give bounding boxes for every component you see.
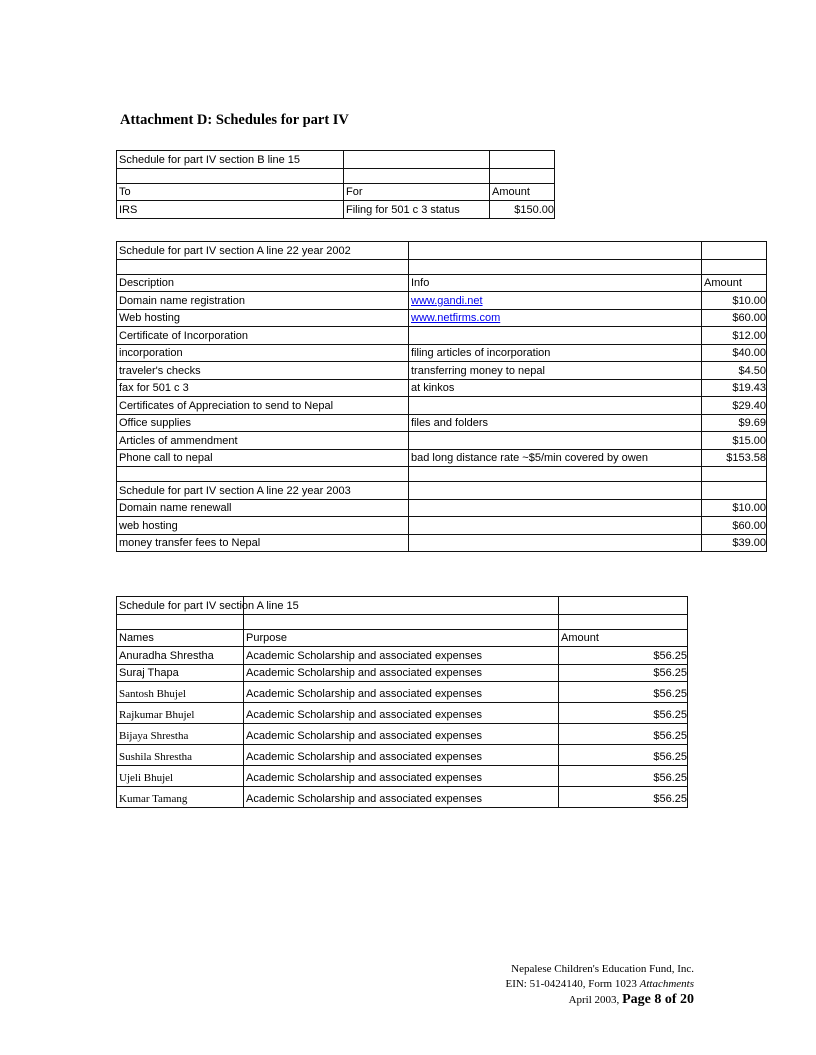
cell-description: Articles of ammendment xyxy=(117,432,409,450)
cell-name: Ujeli Bhujel xyxy=(117,766,244,787)
table-row xyxy=(117,327,767,345)
cell-amount: $56.25 xyxy=(559,647,688,665)
table-row xyxy=(117,414,767,432)
cell-amount: $9.69 xyxy=(702,414,767,432)
cell-amount: $60.00 xyxy=(702,517,767,535)
cell-purpose: Academic Scholarship and associated expenses xyxy=(244,724,559,745)
cell-amount: $40.00 xyxy=(702,344,767,362)
cell-name: Suraj Thapa xyxy=(117,664,244,682)
footer-page-line xyxy=(505,992,694,1008)
cell-amount: $39.00 xyxy=(702,534,767,552)
cell-amount: $15.00 xyxy=(702,432,767,450)
page-footer xyxy=(505,962,694,1008)
cell-amount: $56.25 xyxy=(559,682,688,703)
cell-info xyxy=(409,309,702,327)
table-row xyxy=(117,647,688,665)
cell-description: traveler's checks xyxy=(117,362,409,380)
cell-amount: $56.25 xyxy=(559,766,688,787)
cell-info: at kinkos xyxy=(409,379,702,397)
header-to: To xyxy=(117,183,344,201)
cell-amount: $153.58 xyxy=(702,449,767,467)
table-title-row xyxy=(117,151,555,169)
schedule-b-line15-table xyxy=(116,150,555,219)
table-title: Schedule for part IV section A line 15 xyxy=(117,597,244,615)
cell-purpose: Academic Scholarship and associated expenses xyxy=(244,766,559,787)
table-title-row xyxy=(117,482,767,500)
cell-amount: $60.00 xyxy=(702,309,767,327)
blank-row xyxy=(117,259,767,274)
schedule-a-line15-table xyxy=(116,596,688,808)
cell-to: IRS xyxy=(117,201,344,219)
cell-description: web hosting xyxy=(117,517,409,535)
table-row xyxy=(117,379,767,397)
cell-purpose: Academic Scholarship and associated expenses xyxy=(244,787,559,808)
cell-description: incorporation xyxy=(117,344,409,362)
table-title: Schedule for part IV section B line 15 xyxy=(117,151,344,169)
cell-amount: $56.25 xyxy=(559,703,688,724)
cell-info: filing articles of incorporation xyxy=(409,344,702,362)
cell-description: Office supplies xyxy=(117,414,409,432)
table-row xyxy=(117,534,767,552)
cell-amount: $56.25 xyxy=(559,664,688,682)
footer-ein-line xyxy=(505,977,694,992)
cell-description: Domain name registration xyxy=(117,292,409,310)
table-row xyxy=(117,432,767,450)
cell-info xyxy=(409,292,702,310)
cell-purpose: Academic Scholarship and associated expenses xyxy=(244,664,559,682)
cell-description: Domain name renewall xyxy=(117,499,409,517)
cell-info xyxy=(409,432,702,450)
table-row xyxy=(117,292,767,310)
cell-info: bad long distance rate ~$5/min covered by owen xyxy=(409,449,702,467)
footer-org-name: Nepalese Children's Education Fund, Inc. xyxy=(511,963,694,975)
cell-amount: $29.40 xyxy=(702,397,767,415)
cell-purpose: Academic Scholarship and associated expenses xyxy=(244,703,559,724)
cell-name: Santosh Bhujel xyxy=(117,682,244,703)
table-row xyxy=(117,766,688,787)
cell-description: Certificates of Appreciation to send to Nepal xyxy=(117,397,409,415)
header-row xyxy=(117,274,767,292)
header-names: Names xyxy=(117,629,244,647)
cell-amount: $56.25 xyxy=(559,787,688,808)
cell-purpose: Academic Scholarship and associated expenses xyxy=(244,647,559,665)
cell-name: Bijaya Shrestha xyxy=(117,724,244,745)
cell-amount: $56.25 xyxy=(559,745,688,766)
cell-amount: $150.00 xyxy=(490,201,555,219)
table-title-row xyxy=(117,597,688,615)
cell-info xyxy=(409,327,702,345)
footer-ein: EIN: 51-0424140, Form 1023 xyxy=(505,978,637,990)
header-amount: Amount xyxy=(559,629,688,647)
cell-amount: $12.00 xyxy=(702,327,767,345)
header-info: Info xyxy=(409,274,702,292)
cell-info: transferring money to nepal xyxy=(409,362,702,380)
table-row xyxy=(117,664,688,682)
cell-amount: $10.00 xyxy=(702,292,767,310)
gandi-link[interactable]: www.gandi.net xyxy=(411,294,483,307)
footer-date: April 2003, xyxy=(568,994,620,1006)
cell-amount: $10.00 xyxy=(702,499,767,517)
table-row xyxy=(117,682,688,703)
header-description: Description xyxy=(117,274,409,292)
blank-row xyxy=(117,467,767,482)
cell-amount: $56.25 xyxy=(559,724,688,745)
table-row xyxy=(117,499,767,517)
header-row xyxy=(117,183,555,201)
cell-purpose: Academic Scholarship and associated expenses xyxy=(244,682,559,703)
cell-info xyxy=(409,534,702,552)
table-title-row xyxy=(117,242,767,260)
footer-attachments: Attachments xyxy=(639,978,694,990)
table-title-2003: Schedule for part IV section A line 22 year 2003 xyxy=(117,482,409,500)
header-amount: Amount xyxy=(490,183,555,201)
header-amount: Amount xyxy=(702,274,767,292)
table-row xyxy=(117,787,688,808)
cell-description: Web hosting xyxy=(117,309,409,327)
cell-info xyxy=(409,517,702,535)
cell-name: Rajkumar Bhujel xyxy=(117,703,244,724)
cell-name: Kumar Tamang xyxy=(117,787,244,808)
cell-info xyxy=(409,499,702,517)
cell-description: fax for 501 c 3 xyxy=(117,379,409,397)
table-row xyxy=(117,745,688,766)
cell-amount: $19.43 xyxy=(702,379,767,397)
cell-info: files and folders xyxy=(409,414,702,432)
table-row xyxy=(117,201,555,219)
cell-name: Anuradha Shrestha xyxy=(117,647,244,665)
table-row xyxy=(117,309,767,327)
cell-name: Sushila Shrestha xyxy=(117,745,244,766)
netfirms-link[interactable]: www.netfirms.com xyxy=(411,312,501,324)
cell-description: Certificate of Incorporation xyxy=(117,327,409,345)
table-row xyxy=(117,397,767,415)
page-heading: Attachment D: Schedules for part IV xyxy=(120,112,349,128)
table-row xyxy=(117,449,767,467)
header-for: For xyxy=(344,183,490,201)
header-purpose: Purpose xyxy=(244,629,559,647)
cell-amount: $4.50 xyxy=(702,362,767,380)
blank-row xyxy=(117,614,688,629)
cell-purpose: Academic Scholarship and associated expenses xyxy=(244,745,559,766)
table-row xyxy=(117,362,767,380)
table-title-2002: Schedule for part IV section A line 22 year 2002 xyxy=(117,242,409,260)
cell-for: Filing for 501 c 3 status xyxy=(344,201,490,219)
schedule-a-line22-table xyxy=(116,241,767,552)
cell-description: Phone call to nepal xyxy=(117,449,409,467)
table-row xyxy=(117,344,767,362)
header-row xyxy=(117,629,688,647)
footer-page-number: Page 8 of 20 xyxy=(622,992,694,1007)
table-row xyxy=(117,517,767,535)
cell-info xyxy=(409,397,702,415)
blank-row xyxy=(117,168,555,183)
table-row xyxy=(117,703,688,724)
table-row xyxy=(117,724,688,745)
cell-description: money transfer fees to Nepal xyxy=(117,534,409,552)
